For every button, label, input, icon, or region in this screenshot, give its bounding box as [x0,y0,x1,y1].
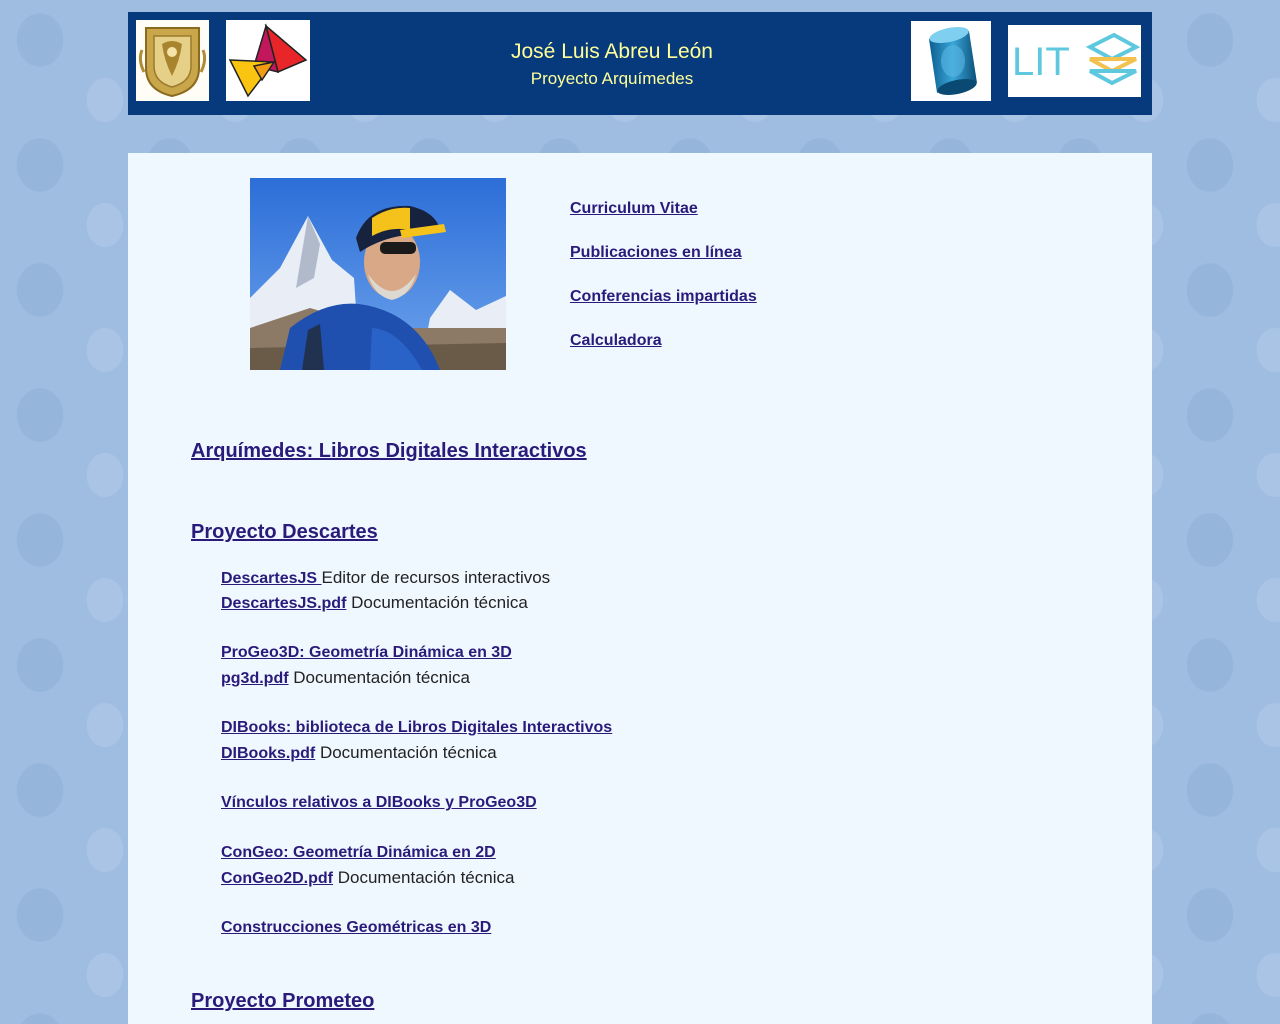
cylinder-logo[interactable] [911,21,991,101]
arquimedes-section-link[interactable]: Arquímedes: Libros Digitales Interactivos [191,440,587,462]
publicaciones-link[interactable]: Publicaciones en línea [570,244,742,261]
vinculos-item [221,793,537,813]
descartesjs-desc: Editor de recursos interactivos [321,568,551,587]
conferencias-link[interactable]: Conferencias impartidas [570,288,757,305]
progeo3d-item [221,643,512,663]
dibooks-pdf-item [221,743,497,764]
lite-logo-text: LIT [1012,40,1070,84]
descartes-logo[interactable] [226,20,310,101]
construcciones-link[interactable]: Construcciones Geométricas en 3D [221,919,492,936]
congeo-link[interactable]: ConGeo: Geometría Dinámica en 2D [221,844,496,861]
dibooks-pdf-desc: Documentación técnica [315,743,497,762]
prometeo-section-link[interactable]: Proyecto Prometeo [191,990,375,1012]
unam-seal-logo[interactable] [136,20,209,101]
dibooks-pdf-link[interactable]: DIBooks.pdf [221,745,316,762]
congeo-item [221,843,496,863]
descartesjs-pdf-item [221,593,528,614]
main-content [128,153,1152,1024]
pg3d-pdf-link[interactable]: pg3d.pdf [221,670,289,687]
dibooks-link[interactable]: DIBooks: biblioteca de Libros Digitales Interactivos [221,719,613,736]
descartesjs-item [221,568,550,589]
descartesjs-link[interactable]: DescartesJS [221,570,322,587]
congeo-pdf-item [221,868,514,889]
descartesjs-pdf-link[interactable]: DescartesJS.pdf [221,595,347,612]
profile-photo [250,178,506,370]
header-title: José Luis Abreu León [511,40,713,63]
page-header [128,12,1152,115]
header-subtitle: Proyecto Arquímedes [530,69,694,88]
congeo-pdf-link[interactable]: ConGeo2D.pdf [221,870,333,887]
construcciones-item [221,918,491,938]
pg3d-pdf-item [221,668,470,689]
congeo-pdf-desc: Documentación técnica [333,868,515,887]
curriculum-vitae-link[interactable]: Curriculum Vitae [570,200,698,217]
calculadora-link[interactable]: Calculadora [570,332,662,349]
lite-logo[interactable] [1008,25,1141,97]
pg3d-pdf-desc: Documentación técnica [288,668,470,687]
vinculos-link[interactable]: Vínculos relativos a DIBooks y ProGeo3D [221,794,537,811]
descartesjs-pdf-desc: Documentación técnica [346,593,528,612]
dibooks-item [221,718,612,738]
descartes-section-link[interactable]: Proyecto Descartes [191,521,378,543]
progeo3d-link[interactable]: ProGeo3D: Geometría Dinámica en 3D [221,644,512,661]
